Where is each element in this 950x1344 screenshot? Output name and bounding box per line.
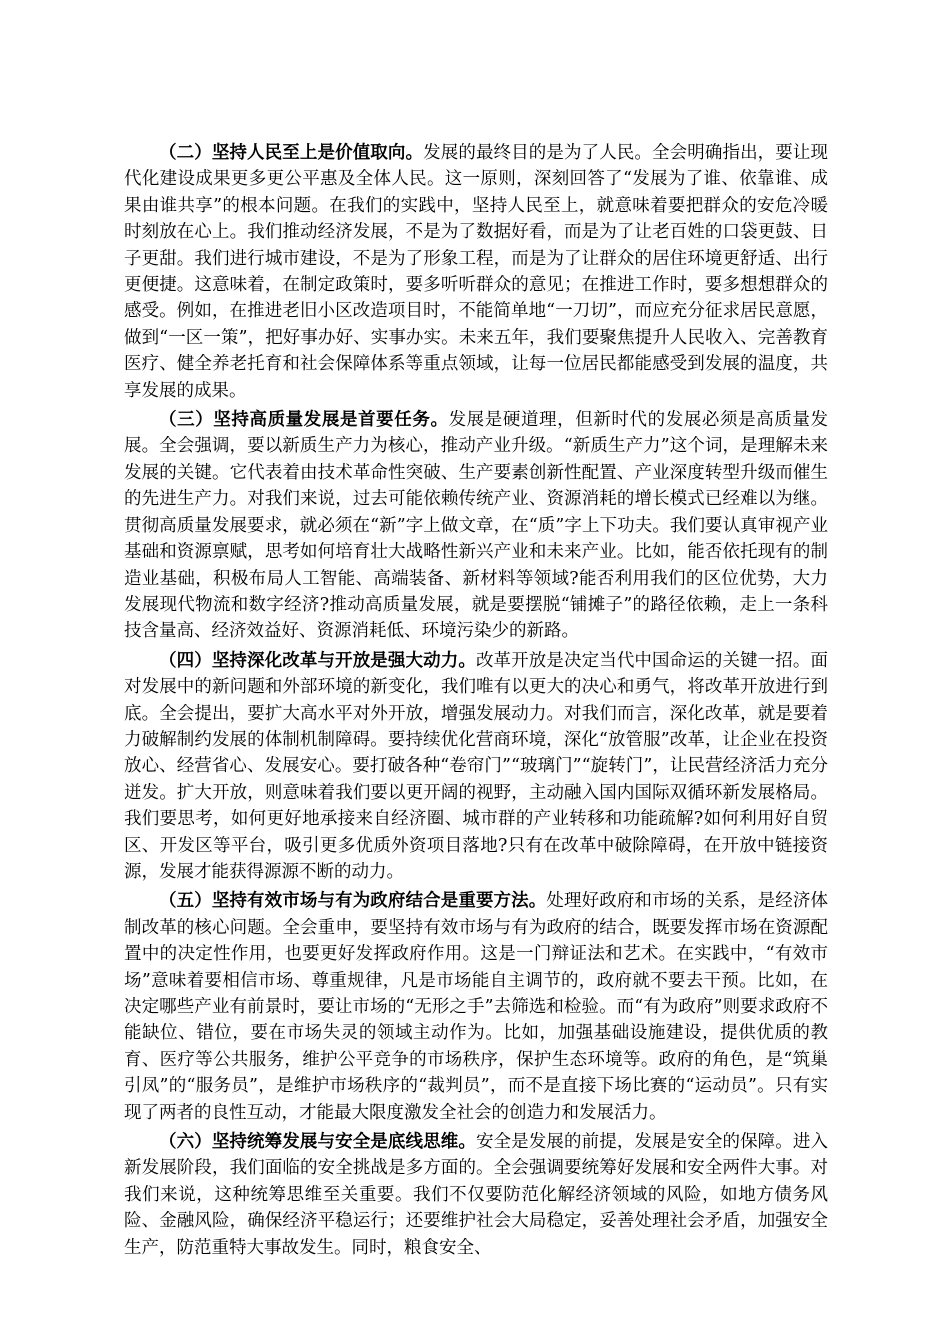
document-body (124, 140, 828, 1264)
section-heading-3: （三）坚持高质量发展是首要任务。 (159, 410, 449, 431)
paragraph-people-first (124, 140, 828, 404)
paragraph-development-security (124, 1129, 828, 1261)
paragraph-text: 安全是发展的前提，发展是安全的保障。进入新发展阶段，我们面临的安全挑战是多方面的。全会强调要统筹好发展和安全两件大事。对我们来说，这种统筹思维至关重要。我们不仅要防范化解经济领域的风险，如地方债务风险、金融风险，确保经济平稳运行；还要维护社会大局稳定，妥善处理社会矛盾，加强安全生产，防范重特大事故发生。同时，粮食安全、 (124, 1132, 829, 1258)
paragraph-market-government (124, 888, 828, 1126)
paragraph-high-quality-development (124, 407, 828, 645)
paragraph-text: 发展是硬道理，但新时代的发展必须是高质量发展。全会强调，要以新质生产力为核心，推动产业升级。“新质生产力”这个词，是理解未来发展的关键。它代表着由技术革命性突破、生产要素创新性配置、产业深度转型升级而催生的先进生产力。对我们来说，过去可能依赖传统产业、资源消耗的增长模式已经难以为继。贯彻高质量发展要求，就必须在“新”字上做文章，在“质”字上下功夫。我们要认真审视产业基础和资源禀赋，思考如何培育壮大战略性新兴产业和未来产业。比如，能否依托现有的制造业基础，积极布局人工智能、高端装备、新材料等领域?能否利用我们的区位优势，大力发展现代物流和数字经济?推动高质量发展，就是要摆脱“铺摊子”的路径依赖，走上一条科技含量高、经济效益好、资源消耗低、环境污染少的新路。 (124, 410, 829, 642)
paragraph-text: 处理好政府和市场的关系，是经济体制改革的核心问题。全会重申，要坚持有效市场与有为政府的结合，既要发挥市场在资源配置中的决定性作用，也要更好发挥政府作用。这是一门辩证法和艺术。在实践中，“有效市场”意味着要相信市场、尊重规律，凡是市场能自主调节的，政府就不要去干预。比如，在决定哪些产业有前景时，要让市场的“无形之手”去筛选和检验。而“有为政府”则要求政府不能缺位、错位，要在市场失灵的领域主动作为。比如，加强基础设施建设，提供优质的教育、医疗等公共服务，维护公平竞争的市场秩序，保护生态环境等。政府的角色，是“筑巢引凤”的“服务员”，是维护市场秩序的“裁判员”，而不是直接下场比赛的“运动员”。只有实现了两者的良性互动，才能最大限度激发全社会的创造力和发展活力。 (124, 891, 829, 1123)
section-heading-4: （四）坚持深化改革与开放是强大动力。 (159, 650, 476, 671)
section-heading-5: （五）坚持有效市场与有为政府结合是重要方法。 (159, 891, 547, 912)
paragraph-text: 发展的最终目的是为了人民。全会明确指出，要让现代化建设成果更多更公平惠及全体人民。这一原则，深刻回答了“发展为了谁、依靠谁、成果由谁共享”的根本问题。在我们的实践中，坚持人民至上，就意味着要把群众的安危冷暖时刻放在心上。我们推动经济发展，不是为了数据好看，而是为了让老百姓的口袋更鼓、日子更甜。我们进行城市建设，不是为了形象工程，而是为了让群众的居住环境更舒适、出行更便捷。这意味着，在制定政策时，要多听听群众的意见；在推进工作时，要多想想群众的感受。例如，在推进老旧小区改造项目时，不能简单地“一刀切”，而应充分征求居民意愿，做到“一区一策”，把好事办好、实事办实。未来五年，我们要聚焦提升人民收入、完善教育医疗、健全养老托育和社会保障体系等重点领域，让每一位居民都能感受到发展的温度，共享发展的成果。 (124, 143, 829, 401)
section-heading-6: （六）坚持统筹发展与安全是底线思维。 (159, 1132, 476, 1153)
paragraph-text: 改革开放是决定当代中国命运的关键一招。面对发展中的新问题和外部环境的新变化，我们唯有以更大的决心和勇气，将改革开放进行到底。全会提出，要扩大高水平对外开放，增强发展动力。对我们而言，深化改革，就是要着力破解制约发展的体制机制障碍。要持续优化营商环境，深化“放管服”改革，让企业在投资放心、经营省心、发展安心。要打破各种“卷帘门”“玻璃门”“旋转门”，让民营经济活力充分迸发。扩大开放，则意味着我们要以更开阔的视野，主动融入国内国际双循环新发展格局。我们要思考，如何更好地承接来自经济圈、城市群的产业转移和功能疏解?如何利用好自贸区、开发区等平台，吸引更多优质外资项目落地?只有在改革中破除障碍，在开放中链接资源，发展才能获得源源不断的动力。 (124, 650, 829, 882)
section-heading-2: （二）坚持人民至上是价值取向。 (159, 143, 424, 163)
paragraph-reform-opening (124, 648, 828, 886)
